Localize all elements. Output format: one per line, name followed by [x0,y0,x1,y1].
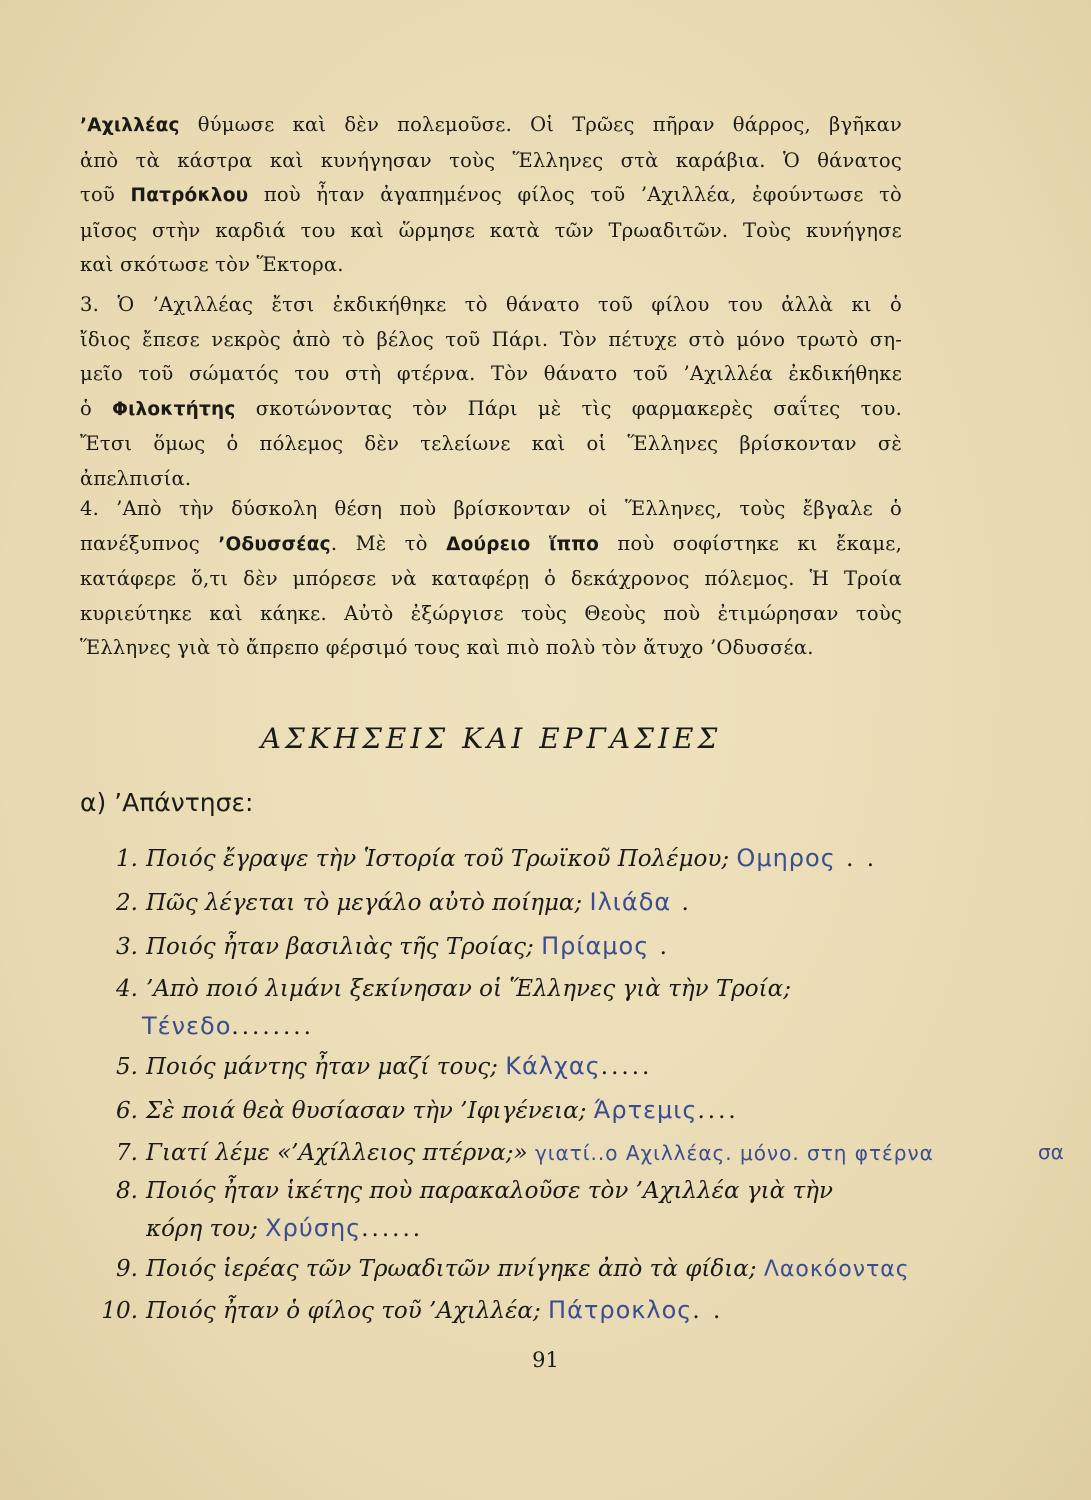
answer-dots: .... [697,1098,739,1124]
text-line: πανέξυπνος ’Οδυσσέας. Μὲ τὸ Δούρειο ἵππο ποὺ σοφίστηκε κι ἔκαμε, [80,531,902,555]
answer-dots: . . [835,846,878,872]
question-8 [100,1178,920,1204]
question-5 [100,1052,920,1080]
text-line: ’Αχιλλέας θύμωσε καὶ δὲν πολεμοῦσε. Οἱ Τρῶες πῆραν θάρρος, βγῆκαν [80,113,902,136]
question-text: Γιατί λέμε «’Αχίλλειος πτέρνα;» [146,1140,528,1166]
question-text: Πῶς λέγεται τὸ μεγάλο αὐτὸ ποίημα; [146,890,583,916]
text-line: 4. ’Απὸ τὴν δύσκολη θέση ποὺ βρίσκονταν οἱ Ἕλληνες, τοὺς ἔβγαλε ὁ [80,497,902,520]
question-number: 7. [116,1140,138,1166]
question-text: Ποιός ἦταν βασιλιὰς τῆς Τροίας; [146,934,534,960]
question-text-continued: κόρη του; [146,1216,258,1242]
exercises-heading: ΑΣΚΗΣΕΙΣ ΚΑΙ ΕΡΓΑΣΙΕΣ [260,722,722,755]
text-line: ἀπὸ τὰ κάστρα καὶ κυνήγησαν τοὺς Ἕλληνες στὰ καράβια. Ὁ θάνατος [80,148,902,172]
question-10 [100,1296,920,1324]
text-line: κατάφερε ὅ,τι δὲν μπόρεσε νὰ καταφέρῃ ὁ δεκάχρονος πόλεμος. Ἡ Τροία [80,567,902,591]
page-number: 91 [532,1348,559,1372]
handwritten-answer: γιατί..ο Αχιλλέας. μόνο. στη [534,1141,848,1165]
question-number: 9. [116,1256,138,1282]
paragraph-trojan-horse [80,492,902,666]
text-line: τοῦ Πατρόκλου ποὺ ἦταν ἀγαπημένος φίλος τοῦ ’Αχιλλέα, ἐφούντωσε τὸ [80,183,902,207]
question-number: 1. [116,846,138,872]
text-line: ἀπελπισία. [80,466,192,490]
question-6 [100,1096,920,1124]
text-line: Ἔτσι ὅμως ὁ πόλεμος δὲν τελείωνε καὶ οἱ Ἕλληνες βρίσκονταν σὲ [80,432,902,456]
exercises-subheading: α) ’Απάντησε: [80,788,254,817]
question-number: 2. [116,890,138,916]
question-number: 4. [116,976,138,1002]
question-number: 3. [116,934,138,960]
answer-dots: ..... [600,1054,653,1080]
question-text: Ποιός ἦταν ὁ φίλος τοῦ ’Αχιλλέα; [146,1298,541,1324]
handwritten-answer-extra: φτέρνα [854,1141,934,1165]
question-text: Ποιός ἱερέας τῶν Τρωαδιτῶν πνίγηκε ἀπὸ τὰ φίδια; [146,1256,757,1282]
text-line: Ἕλληνες γιὰ τὸ ἄπρεπο φέρσιμό τους καὶ πιὸ πολὺ τὸν ἄτυχο ’Οδυσσέα. [80,636,814,660]
text-line: μῖσος στὴν καρδιά του καὶ ὥρμησε κατὰ τῶν Τρωαδιτῶν. Τοὺς κυνήγησε [80,218,902,242]
answer-dots: . [671,890,692,916]
handwritten-answer: Τένεδο [142,1012,232,1040]
question-text: Ποιός ἦταν ἱκέτης ποὺ παρακαλοῦσε τὸν ’Αχιλλέα γιὰ τὴν [146,1178,833,1204]
question-1 [100,844,920,872]
text-line: μεῖο τοῦ σώματός του στὴ φτέρνα. Τὸν θάνατο τοῦ ’Αχιλλέα ἐκδικήθηκε [80,362,902,386]
answer-dots: . . [692,1298,724,1324]
handwritten-answer: Πρίαμος [541,932,650,960]
handwritten-answer: Χρύσης [265,1214,362,1242]
answer-dots: ...... [361,1216,424,1242]
margin-handwriting: σα [1038,1140,1064,1164]
question-number: 6. [116,1098,138,1124]
paragraph-achilles-death [80,288,902,497]
question-number: 5. [116,1054,138,1080]
text-line: ὁ Φιλοκτήτης σκοτώνοντας τὸν Πάρι μὲ τὶς φαρμακερὲς σαΐτες του. [80,396,903,420]
question-text: Ποιός μάντης ἦταν μαζί τους; [146,1054,498,1080]
question-number: 10. [101,1298,138,1324]
answer-dots: . [649,934,670,960]
text-line: καὶ σκότωσε τὸν Ἕκτορα. [80,253,344,277]
question-3 [100,932,920,960]
question-text: Σὲ ποιά θεὰ θυσίασαν τὴν ’Ιφιγένεια; [146,1098,587,1124]
text-line: κυριεύτηκε καὶ κάηκε. Αὐτὸ ἐξώργισε τοὺς Θεοὺς ποὺ ἐτιμώρησαν τοὺς [80,601,902,625]
handwritten-answer: Άρτεμις [593,1096,698,1124]
paragraph-achilles-anger [80,108,902,283]
text-line: 3. Ὁ ’Αχιλλέας ἔτσι ἐκδικήθηκε τὸ θάνατο τοῦ φίλου του ἀλλὰ κι ὁ [80,293,902,316]
question-text: Ποιός ἔγραψε τὴν Ἱστορία τοῦ Τρωϊκοῦ Πολέμου; [146,846,730,872]
question-text: ’Απὸ ποιό λιμάνι ξεκίνησαν οἱ Ἕλληνες γιὰ τὴν Τροία; [146,976,791,1002]
handwritten-answer: Λαοκόοντας [763,1257,910,1282]
text-line: ἴδιος ἔπεσε νεκρὸς ἀπὸ τὸ βέλος τοῦ Πάρι. Τὸν πέτυχε στὸ μόνο τρωτὸ ση- [80,327,902,351]
question-4 [100,976,920,1002]
answer-dots: ........ [231,1014,314,1040]
question-9 [100,1256,920,1282]
handwritten-answer: Πάτροκλος [548,1296,693,1324]
handwritten-answer: Ομηρος [736,844,836,872]
question-number: 8. [116,1178,138,1204]
handwritten-answer: Κάλχας [505,1052,601,1080]
question-7 [100,1140,934,1166]
handwritten-answer: Ιλιάδα [589,888,672,916]
question-2 [100,888,920,916]
